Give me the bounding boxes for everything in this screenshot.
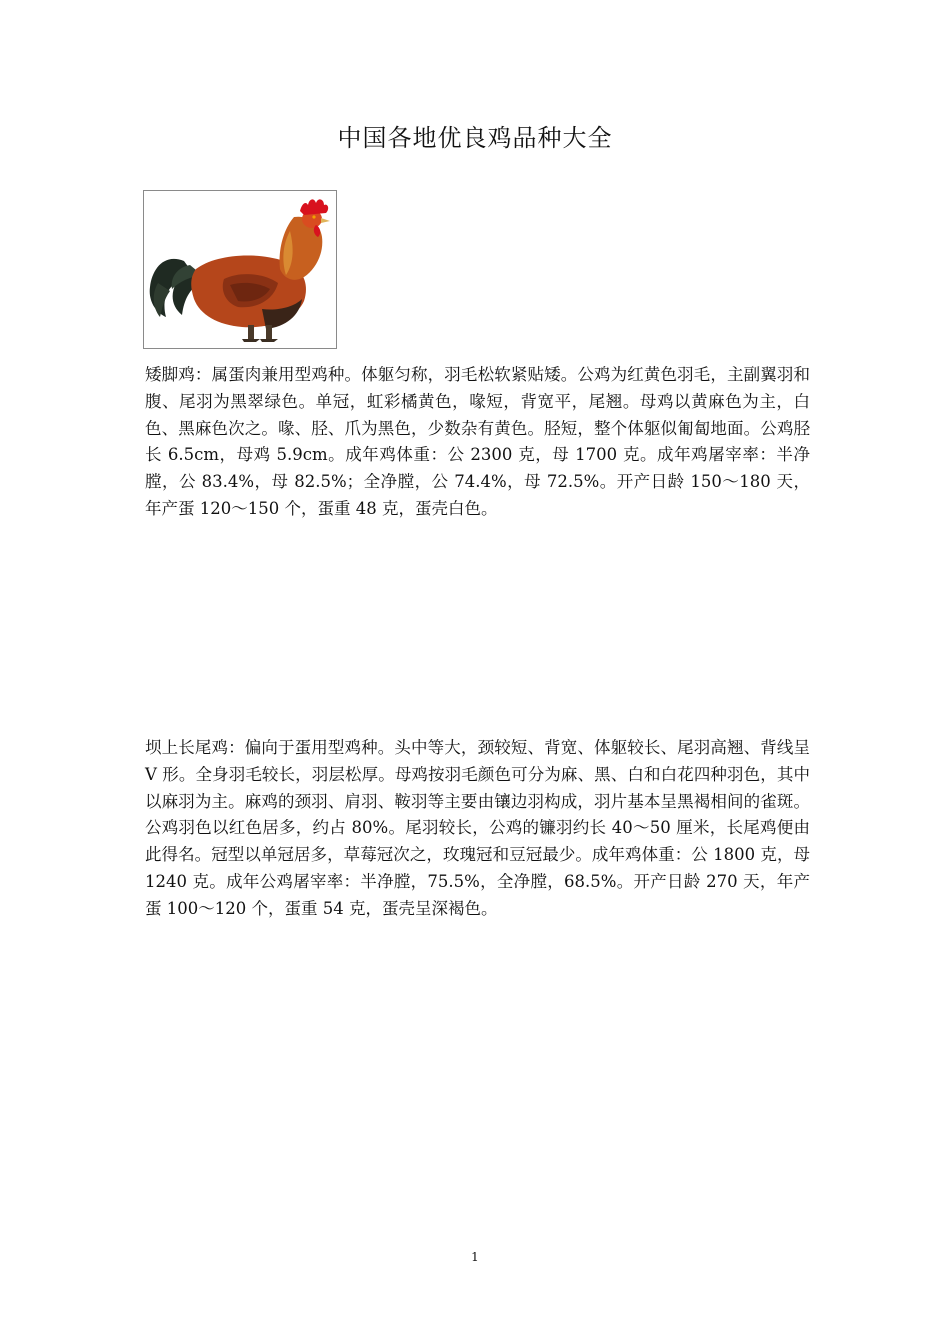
rooster-photo [143,190,337,349]
rooster-illustration [144,191,336,348]
breed-description-bashang-changweiji: 坝上长尾鸡：偏向于蛋用型鸡种。头中等大，颈较短、背宽、体躯较长、尾羽高翘、背线呈 V 形。全身羽毛较长，羽层松厚。母鸡按羽毛颜色可分为麻、黑、白和白花四种羽色，其中以麻羽为主。麻鸡的颈羽、肩羽、鞍羽等主要由镶边羽构成，羽片基本呈黑褐相间的雀斑。公鸡羽色以红色居多，约占 80%。尾羽较长，公鸡的镰羽约长 40～50 厘米，长尾鸡便由此得名。冠型以单冠居多，草莓冠次之，玫瑰冠和豆冠最少。成年鸡体重：公 1800 克，母 1240 克。成年公鸡屠宰率：半净膛，75.5%，全净膛，68.5%。开产日龄 270 天，年产蛋 100～120 个，蛋重 54 克，蛋壳呈深褐色。 [145,738,810,918]
page-number: 1 [471,1250,479,1264]
breed-description-aijiaoji: 矮脚鸡：属蛋肉兼用型鸡种。体躯匀称，羽毛松软紧贴矮。公鸡为红黄色羽毛，主副翼羽和腹、尾羽为黑翠绿色。单冠，虹彩橘黄色，喙短，背宽平，尾翘。母鸡以黄麻色为主，白色、黑麻色次之。喙、胫、爪为黑色，少数杂有黄色。胫短，整个体躯似匍匐地面。公鸡胫长 6.5cm，母鸡 5.9cm。成年鸡体重：公 2300 克，母 1700 克。成年鸡屠宰率：半净膛，公 83.4%，母 82.5%；全净膛，公 74.4%，母 72.5%。开产日龄 150～180 天，年产蛋 120～150 个，蛋重 48 克，蛋壳白色。 [145,365,810,518]
document-title: 中国各地优良鸡品种大全 [337,124,613,152]
